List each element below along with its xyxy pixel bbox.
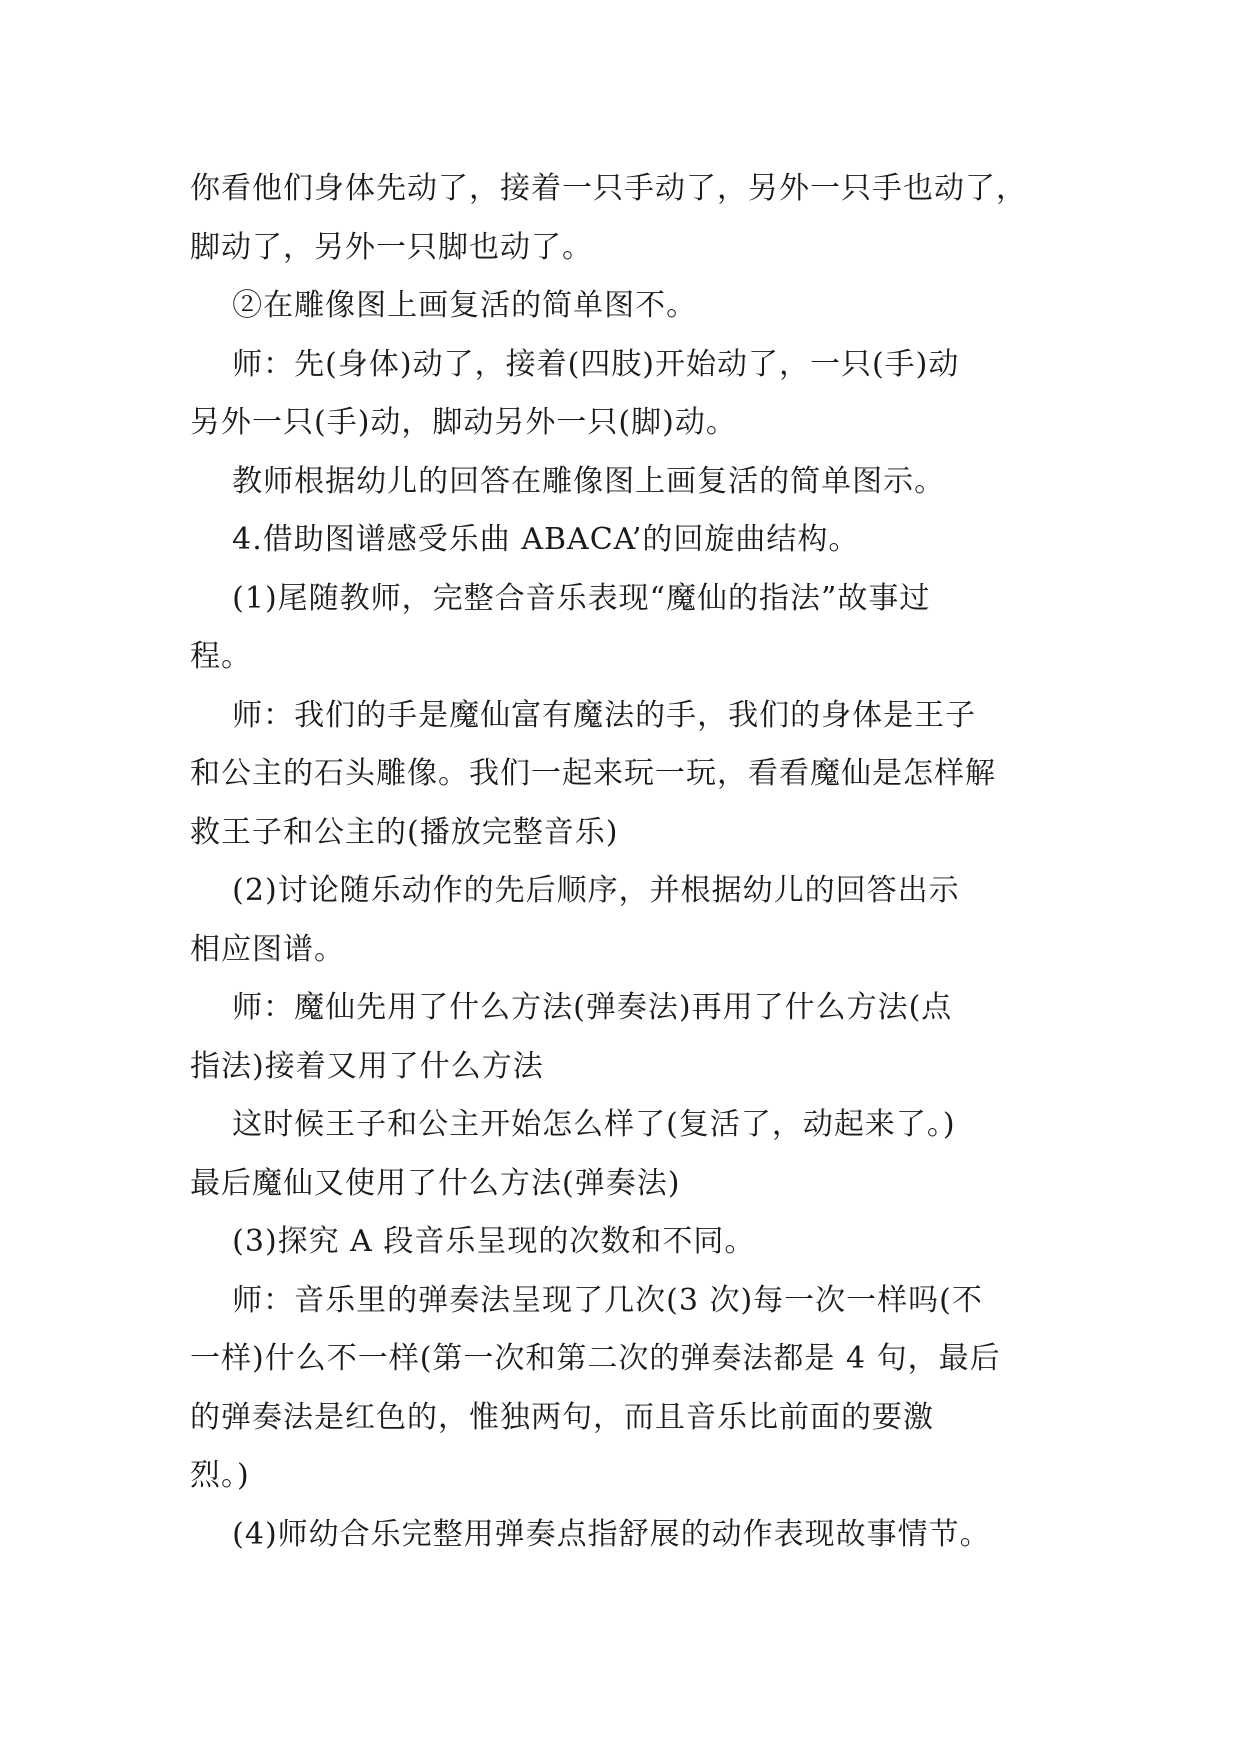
text-line: 师：先(身体)动了，接着(四肢)开始动了，一只(手)动 xyxy=(190,346,960,382)
text-line: 最后魔仙又使用了什么方法(弹奏法) xyxy=(190,1165,681,1201)
text-line: 指法)接着又用了什么方法 xyxy=(190,1048,544,1084)
text-line: 4.借助图谱感受乐曲 ABACA’的回旋曲结构。 xyxy=(190,522,860,557)
text-line: 程。 xyxy=(190,639,252,674)
text-line: (4)师幼合乐完整用弹奏点指舒展的动作表现故事情节。 xyxy=(190,1516,991,1552)
text-line: (2)讨论随乐动作的先后顺序，并根据幼儿的回答出示 xyxy=(190,873,960,908)
text-line: 这时候王子和公主开始怎么样了(复活了，动起来了。) xyxy=(190,1107,956,1142)
text-line: 另外一只(手)动，脚动另外一只(脚)动。 xyxy=(190,405,737,440)
text-line: 你看他们身体先动了，接着一只手动了，另外一只手也动了， xyxy=(190,171,1027,206)
text-line: 脚动了，另外一只脚也动了。 xyxy=(190,229,593,265)
text-line: (3)探究 A 段音乐呈现的次数和不同。 xyxy=(190,1224,756,1259)
text-line: 一样)什么不一样(第一次和第二次的弹奏法都是 4 句，最后 xyxy=(190,1341,1001,1376)
text-line: 师：我们的手是魔仙富有魔法的手，我们的身体是王子 xyxy=(190,697,977,733)
text-line: 相应图谱。 xyxy=(190,931,345,967)
text-line: (1)尾随教师，完整合音乐表现“魔仙的指法”故事过 xyxy=(190,580,931,616)
text-line: 救王子和公主的(播放完整音乐) xyxy=(190,814,619,850)
text-line: 和公主的石头雕像。我们一起来玩一玩，看看魔仙是怎样解 xyxy=(190,756,996,791)
text-line: 师：魔仙先用了什么方法(弹奏法)再用了什么方法(点 xyxy=(190,990,953,1025)
text-line: 烈。) xyxy=(190,1458,250,1493)
text-line: 教师根据幼儿的回答在雕像图上画复活的简单图示。 xyxy=(190,463,946,499)
text-line: ②在雕像图上画复活的简单图不。 xyxy=(190,288,698,323)
document-body xyxy=(190,160,1060,1564)
text-line: 师：音乐里的弹奏法呈现了几次(3 次)每一次一样吗(不 xyxy=(190,1282,983,1318)
text-line: 的弹奏法是红色的，惟独两句，而且音乐比前面的要激 xyxy=(190,1399,934,1435)
